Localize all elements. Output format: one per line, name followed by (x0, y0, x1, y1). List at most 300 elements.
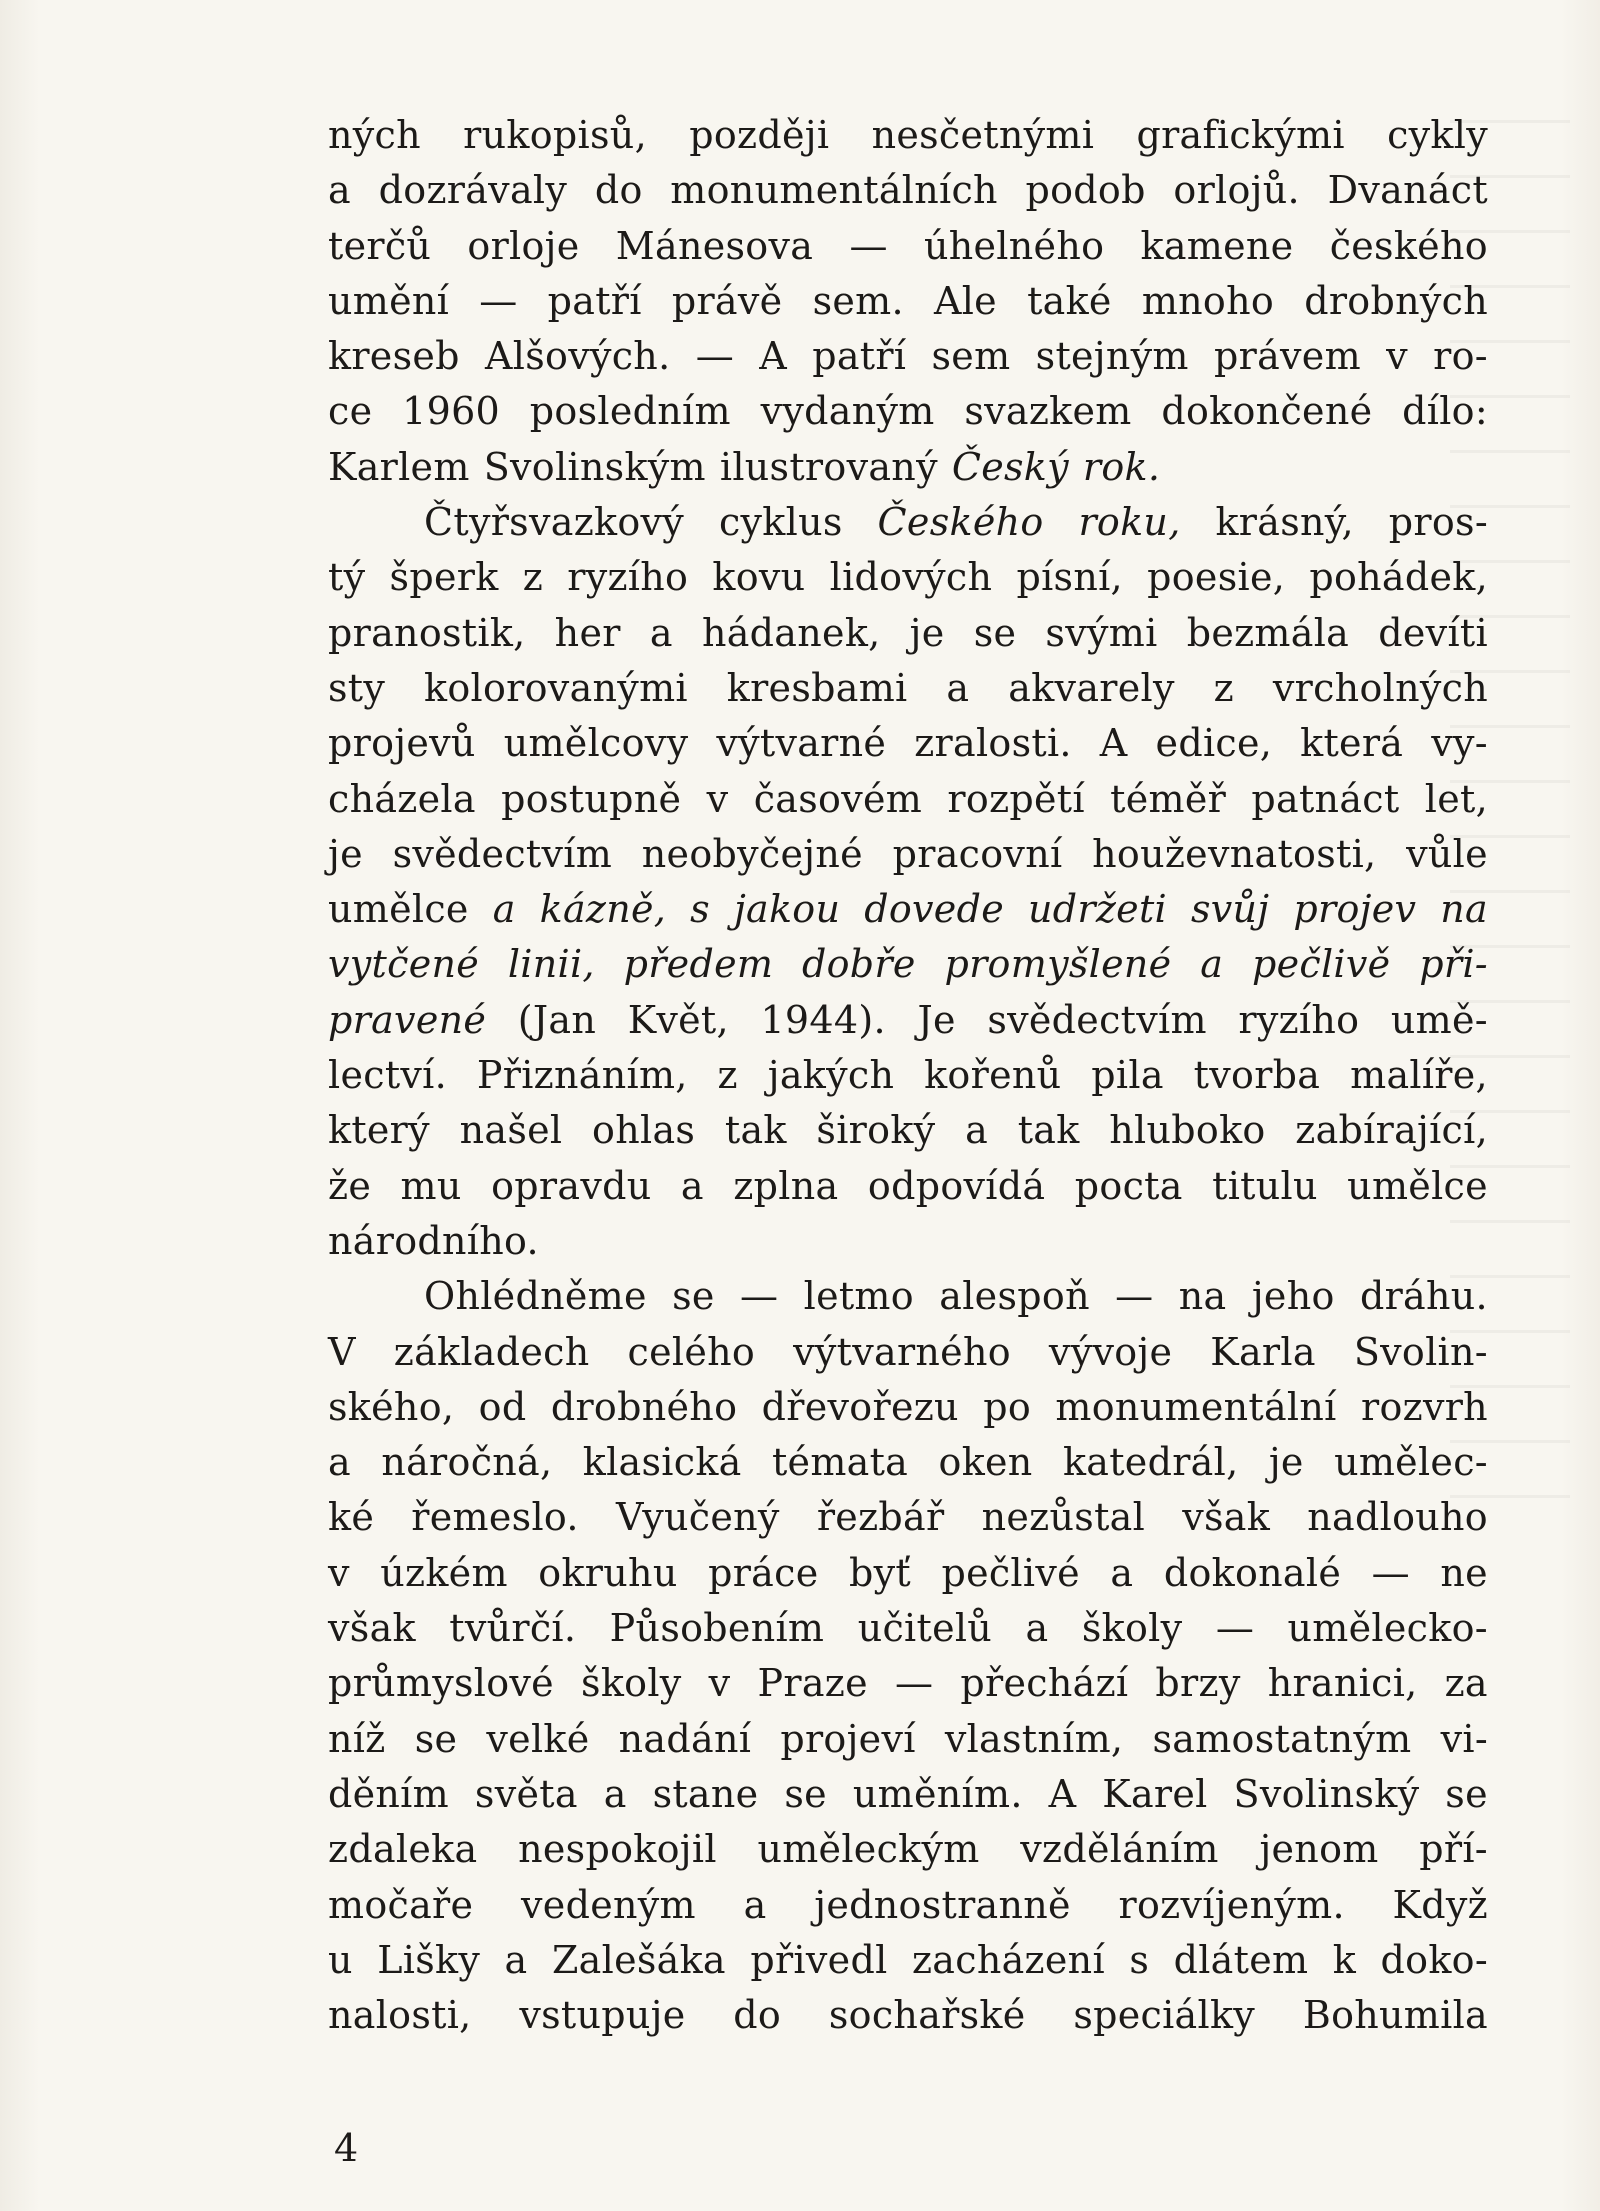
word: grafickými (1136, 113, 1345, 157)
word: močaře (328, 1882, 474, 1927)
word: že (328, 1163, 372, 1208)
word: ne (1440, 1550, 1488, 1595)
word: kázně, (539, 887, 667, 932)
text-line (328, 772, 1488, 827)
word: po (983, 1384, 1032, 1429)
word: cházela (328, 776, 476, 821)
word: národního. (328, 1218, 539, 1263)
word: V (328, 1329, 356, 1374)
word: Českého (877, 500, 1044, 545)
word: katedrál, (1062, 1440, 1239, 1485)
word: řemeslo. (411, 1495, 579, 1540)
text-line (328, 1601, 1488, 1656)
word: dobře (802, 942, 916, 987)
word: ro- (1433, 334, 1488, 379)
word: Svolinským (483, 444, 706, 489)
text-line (328, 1878, 1488, 1933)
word: výtvarného (793, 1329, 1011, 1374)
word: mnoho (1141, 278, 1275, 323)
word: sochařské (828, 1993, 1026, 2038)
word: dílo: (1402, 389, 1488, 434)
word: kolorovanými (424, 665, 688, 710)
word: Vyučený (616, 1495, 780, 1540)
text-line (328, 384, 1488, 439)
word: velké (486, 1716, 590, 1761)
text-line (328, 1325, 1488, 1380)
word: dráhu. (1359, 1274, 1488, 1319)
word: jenom (1259, 1827, 1379, 1872)
word: umělcovy (503, 721, 689, 766)
word: ce (328, 389, 373, 434)
word: hluboko (1109, 1108, 1266, 1153)
word: našel (459, 1108, 563, 1153)
word: vy- (1431, 721, 1488, 766)
text-line (328, 1214, 1488, 1269)
page-number: 4 (334, 2126, 359, 2170)
word: nadání (618, 1716, 752, 1761)
text-line (328, 108, 1488, 163)
word: ryzího (1238, 997, 1360, 1042)
word: lidových (829, 555, 993, 600)
word: speciálky (1073, 1993, 1256, 2038)
word: na (1440, 887, 1488, 932)
word: byť (848, 1550, 911, 1595)
text-line (328, 1933, 1488, 1988)
word: je (1268, 1440, 1304, 1485)
word: rok. (1082, 444, 1161, 489)
word: patří (812, 334, 907, 379)
word: alespoň (939, 1274, 1090, 1319)
word: monumentální (1055, 1384, 1337, 1429)
word: svazkem (964, 389, 1132, 434)
word: pranostik, (328, 610, 526, 655)
word: vrcholných (1272, 665, 1488, 710)
word: rozpětí (947, 776, 1085, 821)
word: z (717, 1053, 738, 1098)
word: a (328, 1440, 351, 1485)
word: pří- (1419, 1827, 1488, 1872)
word: bezmála (1186, 610, 1350, 655)
word: cyklus (718, 500, 843, 545)
word: později (689, 113, 830, 157)
word: dozrávaly (378, 168, 568, 213)
word: hádanek, (701, 610, 881, 655)
word: nespokojil (518, 1827, 717, 1872)
word: se (784, 1771, 827, 1816)
word: stejným (1035, 334, 1189, 379)
word: nadlouho (1307, 1495, 1488, 1540)
word: pečlivě (1251, 942, 1391, 987)
text-line (328, 1822, 1488, 1877)
word: vlastním, (944, 1716, 1124, 1761)
word: při- (1419, 942, 1488, 987)
word: v (706, 776, 729, 821)
word: Přiznáním, (476, 1053, 688, 1098)
word: kovu (712, 555, 806, 600)
word: letmo (803, 1274, 914, 1319)
word: v (328, 1550, 350, 1595)
word: základech (393, 1329, 590, 1374)
word: a (328, 168, 351, 213)
word: světa (474, 1771, 578, 1816)
word: udržeti (1027, 887, 1167, 932)
word: témata (771, 1440, 909, 1485)
word: rukopisů, (463, 113, 647, 157)
word: postupně (501, 776, 682, 821)
word: svědectvím (987, 997, 1207, 1042)
word: však (1182, 1495, 1271, 1540)
word: se (973, 610, 1017, 655)
word: dokončené (1161, 389, 1373, 434)
word: učitelů (857, 1606, 993, 1651)
text-line (328, 827, 1488, 882)
word: vzděláním (1020, 1827, 1219, 1872)
text-line (328, 1490, 1488, 1545)
word: nezůstal (981, 1495, 1146, 1540)
word: Karla (1210, 1329, 1316, 1374)
word: oken (938, 1440, 1033, 1485)
word: vi- (1440, 1716, 1488, 1761)
word: malíře, (1350, 1053, 1488, 1098)
word: nesčetnými (871, 113, 1095, 157)
word: úzkém (380, 1550, 508, 1595)
word: Alšových. (485, 334, 671, 379)
word: Lišky (377, 1937, 481, 1982)
text-line (328, 1546, 1488, 1601)
word: práce (708, 1550, 819, 1595)
word: a (649, 610, 673, 655)
text-line (328, 937, 1488, 992)
word: — (740, 1274, 779, 1319)
word: Když (1392, 1882, 1488, 1927)
word: jakých (767, 1053, 895, 1098)
word: podob (1025, 168, 1146, 213)
word: patří (547, 278, 642, 323)
word: cykly (1387, 113, 1488, 157)
word: — (894, 1661, 934, 1706)
word: Dvanáct (1327, 168, 1488, 213)
word: s (1129, 1937, 1150, 1982)
word: děním (328, 1771, 449, 1816)
word: je (328, 831, 363, 876)
word: jeho (1251, 1274, 1335, 1319)
text-line (328, 219, 1488, 274)
word: Čtyřsvazkový (424, 500, 685, 545)
word: u (328, 1937, 353, 1982)
word: samostatným (1152, 1716, 1412, 1761)
word: umě- (1390, 997, 1488, 1042)
word: odpovídá (867, 1163, 1046, 1208)
word: za (1444, 1661, 1488, 1706)
word: uměleckým (757, 1827, 980, 1872)
word: svými (1045, 610, 1158, 655)
word: — (479, 278, 518, 323)
word: na (1178, 1274, 1227, 1319)
word: — (1371, 1550, 1410, 1595)
word: dokonalé (1163, 1550, 1342, 1595)
word: (Jan (517, 997, 597, 1042)
word: sty (328, 665, 386, 710)
word: drobného (550, 1384, 738, 1429)
word: Bohumila (1302, 1993, 1488, 2038)
word: ných (328, 113, 421, 157)
word: pila (1091, 1053, 1164, 1098)
text-line (328, 1380, 1488, 1435)
text-line (328, 440, 1488, 495)
word: sem (931, 334, 1011, 379)
word: ryzího (567, 555, 689, 600)
text-line (328, 163, 1488, 218)
word: tý (328, 555, 366, 600)
word: 1960 (402, 389, 501, 434)
word: her (554, 610, 621, 655)
word: přechází (960, 1661, 1129, 1706)
word: je (909, 610, 945, 655)
word: edice, (1155, 721, 1273, 766)
word: zacházení (911, 1937, 1105, 1982)
word: v (708, 1661, 731, 1706)
word: školy (1081, 1606, 1183, 1651)
word: dovede (864, 887, 1005, 932)
word: drobných (1304, 278, 1488, 323)
word: uměním. (852, 1771, 1023, 1816)
word: také (1027, 278, 1112, 323)
word: řezbář (816, 1495, 945, 1540)
word: tvůrčí. (449, 1606, 577, 1651)
word: a (1110, 1550, 1134, 1595)
word: devíti (1378, 610, 1488, 655)
word: neobyčejné (641, 831, 863, 876)
text-line (328, 1048, 1488, 1103)
word: níž (328, 1716, 386, 1761)
word: a (946, 665, 970, 710)
word: výtvarné (716, 721, 887, 766)
word: — (1215, 1606, 1255, 1651)
word: z (1213, 665, 1234, 710)
word: projevů (328, 721, 476, 766)
word: Karlem (328, 444, 470, 489)
word: okruhu (538, 1550, 678, 1595)
word: ského, (328, 1384, 455, 1429)
word: projeví (780, 1716, 916, 1761)
word: a (743, 1882, 767, 1927)
word: českého (1329, 223, 1488, 268)
text-line (328, 274, 1488, 329)
word: zdaleka (328, 1827, 478, 1872)
text-line (328, 1988, 1488, 2043)
text-line (328, 1159, 1488, 1214)
word: umělce (328, 887, 469, 932)
text-line (328, 661, 1488, 716)
word: průmyslové (328, 1661, 554, 1706)
word: svědectvím (392, 831, 613, 876)
word: Svolinský (1233, 1771, 1420, 1816)
word: dlátem (1173, 1937, 1309, 1982)
word: projev (1293, 887, 1417, 932)
word: Zalešáka (551, 1937, 726, 1982)
word: časovém (753, 776, 923, 821)
word: vůle (1406, 831, 1488, 876)
word: předem (623, 942, 774, 987)
word: Ohlédněme (424, 1274, 647, 1319)
word: v (1386, 334, 1408, 379)
word: umělecko- (1287, 1606, 1488, 1651)
text-line (328, 1269, 1488, 1324)
text-line (328, 550, 1488, 605)
word: písní, (1016, 555, 1123, 600)
word: roku, (1078, 500, 1181, 545)
word: právem (1213, 334, 1361, 379)
word: pros- (1388, 500, 1488, 545)
word: Ale (933, 278, 997, 323)
word: a (1200, 942, 1224, 987)
word: do (733, 1993, 782, 2038)
word: terčů (328, 223, 432, 268)
word: brzy (1155, 1661, 1241, 1706)
word: pracovní (892, 831, 1063, 876)
word: kresbami (726, 665, 908, 710)
word: A (1099, 721, 1128, 766)
word: Svolin- (1353, 1329, 1488, 1374)
word: svůj (1190, 887, 1270, 932)
word: kořenů (924, 1053, 1062, 1098)
word: umění (328, 278, 450, 323)
text-line (328, 1767, 1488, 1822)
word: — (695, 334, 734, 379)
word: však (328, 1606, 416, 1651)
word: přivedl (750, 1937, 888, 1982)
word: do (594, 168, 643, 213)
word: umělce (1347, 1163, 1488, 1208)
word: tak (1017, 1108, 1080, 1153)
word: a (680, 1163, 704, 1208)
word: s (690, 887, 710, 932)
word: lectví. (328, 1053, 447, 1098)
word: — (1115, 1274, 1154, 1319)
word: vytčené (328, 942, 480, 987)
word: kamene (1140, 223, 1294, 268)
word: vstupuje (519, 1993, 686, 2038)
word: ohlas (592, 1108, 696, 1153)
word: a (603, 1771, 627, 1816)
word: stane (652, 1771, 759, 1816)
word: 1944). (760, 997, 886, 1042)
word: a (965, 1108, 989, 1153)
word: téměř (1110, 776, 1227, 821)
word: kreseb (328, 334, 460, 379)
word: promyšlené (944, 942, 1172, 987)
word: orloje (467, 223, 580, 268)
word: od (478, 1384, 527, 1429)
word: který (328, 1108, 430, 1153)
text-line (328, 716, 1488, 771)
text-line (328, 1103, 1488, 1158)
word: se (414, 1716, 458, 1761)
word: tvorba (1193, 1053, 1321, 1098)
word: se (672, 1274, 715, 1319)
word: jednostranně (814, 1882, 1071, 1927)
word: široký (816, 1108, 936, 1153)
word: krásný, (1215, 500, 1354, 545)
word: sem. (812, 278, 904, 323)
word: mu (400, 1163, 462, 1208)
word: vydaným (760, 389, 935, 434)
word: školy (581, 1661, 682, 1706)
word: dřevořezu (761, 1384, 959, 1429)
text-line (328, 1656, 1488, 1711)
word: pečlivé (941, 1550, 1080, 1595)
word: tak (724, 1108, 787, 1153)
word: opravdu (491, 1163, 652, 1208)
word: akvarely (1008, 665, 1175, 710)
word: orlojů. (1173, 168, 1300, 213)
word: jakou (733, 887, 841, 932)
word: linii, (507, 942, 595, 987)
word: umělec- (1334, 1440, 1488, 1485)
word: houževnatosti, (1092, 831, 1377, 876)
word: vedeným (521, 1882, 696, 1927)
word: nalosti, (328, 1993, 472, 2038)
word: a (504, 1937, 528, 1982)
word: šperk (389, 555, 499, 600)
word: — (849, 223, 888, 268)
word: rozvrh (1360, 1384, 1488, 1429)
word: náročná, (381, 1440, 553, 1485)
text-line (328, 606, 1488, 661)
word: právě (671, 278, 783, 323)
word: vývoje (1048, 1329, 1173, 1374)
word: a (492, 887, 516, 932)
word: ilustrovaný (719, 444, 938, 489)
word: rozvíjeným. (1118, 1882, 1345, 1927)
word: ké (328, 1495, 375, 1540)
word: úhelného (923, 223, 1105, 268)
text-line (328, 1712, 1488, 1767)
word: pohádek, (1309, 555, 1488, 600)
word: a (1025, 1606, 1049, 1651)
word: poesie, (1147, 555, 1286, 600)
word: zplna (733, 1163, 839, 1208)
word: let, (1424, 776, 1488, 821)
text-line (328, 329, 1488, 384)
text-line (328, 1435, 1488, 1490)
word: Praze (757, 1661, 868, 1706)
word: hranici, (1267, 1661, 1418, 1706)
word: pocta (1074, 1163, 1183, 1208)
word: zralosti. (914, 721, 1072, 766)
word: Působením (609, 1606, 825, 1651)
word: doko- (1380, 1937, 1488, 1982)
word: monumentálních (670, 168, 998, 213)
text-line (328, 882, 1488, 937)
word: A (759, 334, 787, 379)
word: se (1445, 1771, 1488, 1816)
text-line (328, 495, 1488, 550)
word: zabírající, (1295, 1108, 1488, 1153)
word: Karel (1102, 1771, 1208, 1816)
word: Mánesova (615, 223, 814, 268)
word: posledním (529, 389, 731, 434)
word: která (1300, 721, 1404, 766)
word: patnáct (1251, 776, 1400, 821)
word: titulu (1212, 1163, 1318, 1208)
word: A (1048, 1771, 1077, 1816)
word: pravené (328, 997, 487, 1042)
word: Květ, (627, 997, 729, 1042)
word: Český (951, 444, 1069, 489)
word: klasická (582, 1440, 742, 1485)
text-line (328, 993, 1488, 1048)
